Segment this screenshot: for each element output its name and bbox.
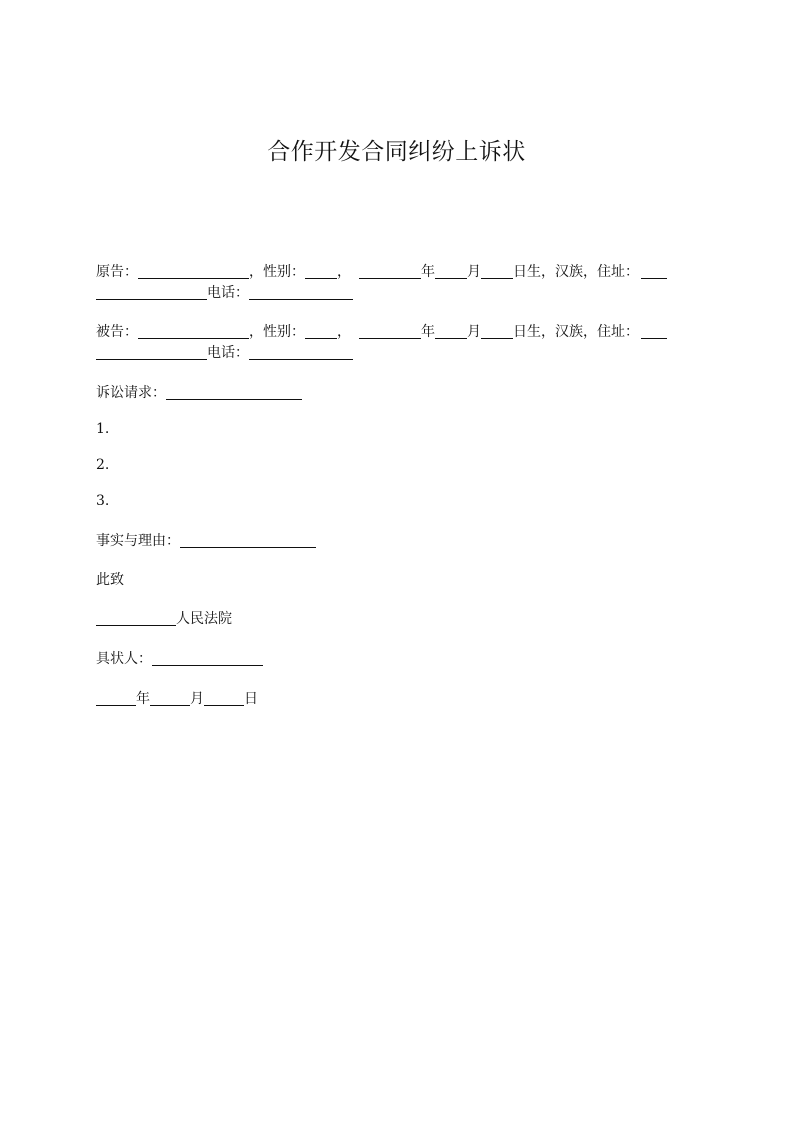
defendant-address-field-cont[interactable] (96, 344, 207, 360)
defendant-address-label: 日生，汉族，住址： (513, 324, 639, 340)
plaintiff-birth-month-field[interactable] (435, 263, 467, 279)
signer-field[interactable] (152, 650, 263, 666)
plaintiff-year-label: 年 (421, 264, 435, 280)
plaintiff-gender-field[interactable] (305, 263, 337, 279)
claims-line (96, 383, 302, 403)
defendant-line-2 (96, 343, 353, 363)
plaintiff-birth-day-field[interactable] (481, 263, 513, 279)
plaintiff-birth-year-field[interactable] (359, 263, 421, 279)
claim-item (96, 455, 109, 475)
defendant-name-field[interactable] (138, 323, 249, 339)
defendant-label: 被告： (96, 324, 138, 340)
claim-item (96, 419, 109, 439)
facts-line (96, 531, 316, 551)
defendant-month-label: 月 (467, 324, 481, 340)
defendant-birth-year-field[interactable] (359, 323, 421, 339)
claim-item-number: 3. (96, 493, 110, 509)
document-title: 合作开发合同纠纷上诉状 (267, 139, 526, 165)
defendant-line (96, 322, 667, 342)
defendant-address-field[interactable] (641, 323, 667, 339)
defendant-gender-field[interactable] (305, 323, 337, 339)
claims-field[interactable] (166, 384, 302, 400)
facts-field[interactable] (180, 532, 316, 548)
salutation: 此致 (96, 572, 124, 588)
plaintiff-line-2 (96, 283, 353, 303)
claim-item (96, 491, 109, 511)
plaintiff-month-label: 月 (467, 264, 481, 280)
defendant-phone-field[interactable] (249, 344, 353, 360)
plaintiff-address-field[interactable] (641, 263, 667, 279)
defendant-birth-day-field[interactable] (481, 323, 513, 339)
defendant-phone-label: 电话： (207, 345, 249, 361)
date-year-label: 年 (136, 691, 150, 707)
plaintiff-address-label: 日生，汉族，住址： (513, 264, 639, 280)
signer-label: 具状人： (96, 651, 152, 667)
date-day-field[interactable] (204, 690, 244, 706)
date-month-field[interactable] (150, 690, 190, 706)
date-year-field[interactable] (96, 690, 136, 706)
plaintiff-name-field[interactable] (138, 263, 249, 279)
date-day-label: 日 (244, 691, 258, 707)
plaintiff-gender-label: ，性别： (249, 264, 305, 280)
plaintiff-line (96, 262, 667, 282)
signer-line (96, 649, 263, 669)
plaintiff-phone-label: 电话： (207, 285, 249, 301)
plaintiff-phone-field[interactable] (249, 284, 353, 300)
plaintiff-address-field-cont[interactable] (96, 284, 207, 300)
plaintiff-label: 原告： (96, 264, 138, 280)
defendant-separator: ， (337, 324, 351, 340)
date-line (96, 689, 258, 709)
court-suffix: 人民法院 (176, 611, 232, 627)
defendant-year-label: 年 (421, 324, 435, 340)
claims-label: 诉讼请求： (96, 385, 166, 401)
date-month-label: 月 (190, 691, 204, 707)
claim-item-number: 1. (96, 421, 110, 437)
claim-item-number: 2. (96, 457, 110, 473)
court-name-field[interactable] (96, 610, 176, 626)
defendant-birth-month-field[interactable] (435, 323, 467, 339)
court-line (96, 609, 232, 629)
salutation-line (96, 570, 124, 590)
plaintiff-separator: ， (337, 264, 351, 280)
defendant-gender-label: ，性别： (249, 324, 305, 340)
facts-label: 事实与理由： (96, 533, 180, 549)
